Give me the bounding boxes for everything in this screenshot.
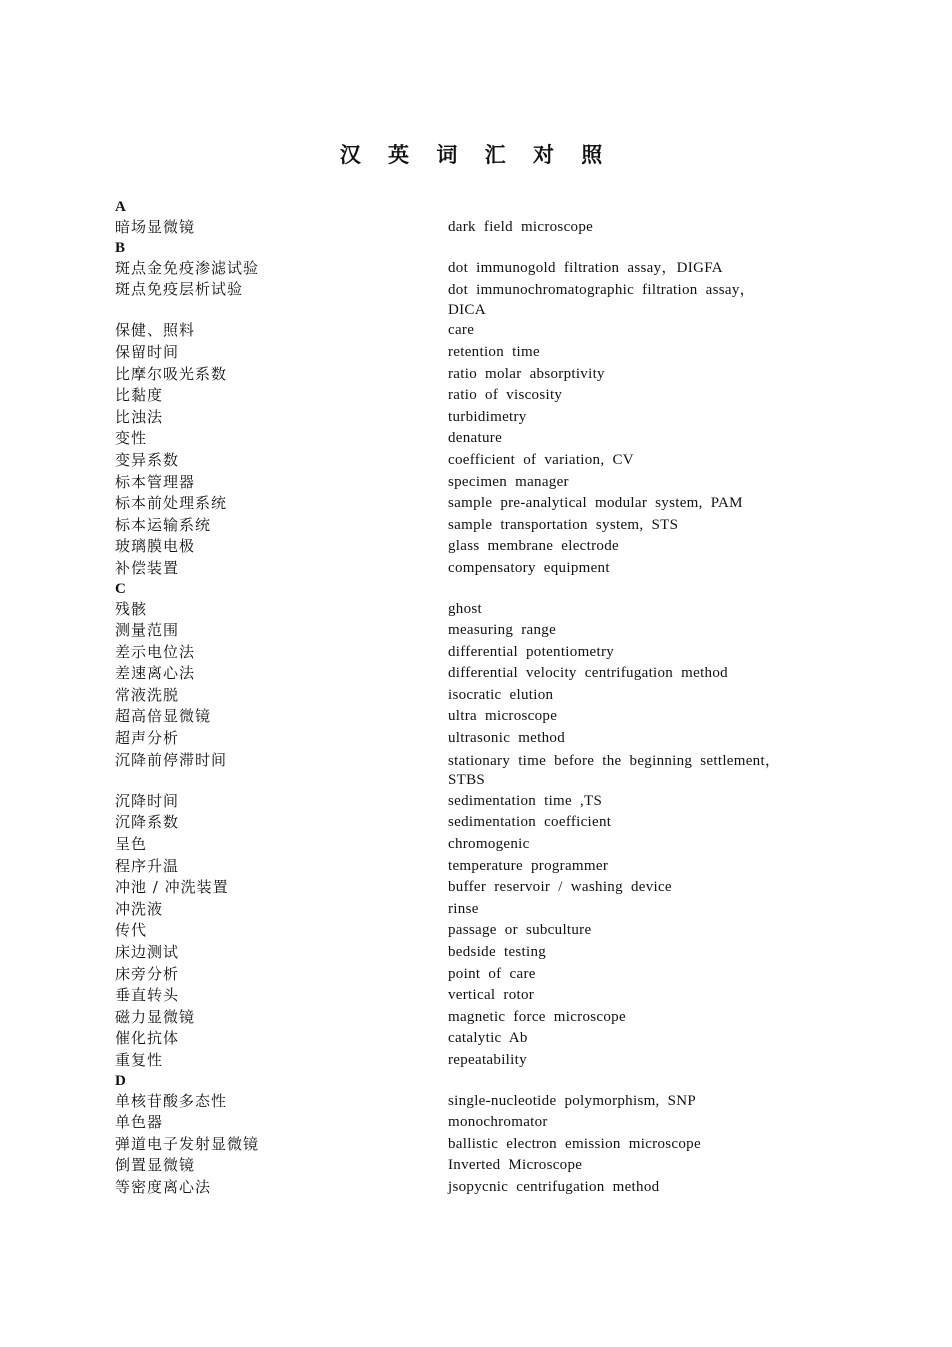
chinese-term: 变性 <box>115 429 148 448</box>
chinese-term: 差示电位法 <box>115 642 196 661</box>
glossary-entry <box>115 834 835 856</box>
glossary-entry <box>115 791 835 813</box>
glossary-entry <box>115 620 835 642</box>
chinese-term: 超高倍显微镜 <box>115 707 212 726</box>
english-term: dot immunogold filtration assay，DIGFA <box>448 259 723 276</box>
glossary-entry <box>115 493 835 515</box>
english-term: jsopycnic centrifugation method <box>448 1178 660 1195</box>
chinese-term: 差速离心法 <box>115 664 196 683</box>
english-term: care <box>448 322 475 339</box>
glossary-entry <box>115 342 835 364</box>
glossary-entry <box>115 1028 835 1050</box>
section-letter: D <box>115 1072 126 1089</box>
glossary-entry <box>115 258 835 280</box>
chinese-term: 斑点免疫层析试验 <box>115 280 244 299</box>
chinese-term: 重复性 <box>115 1050 164 1069</box>
english-term: differential potentiometry <box>448 643 615 660</box>
chinese-term: 倒置显微镜 <box>115 1156 196 1175</box>
english-term: sedimentation coefficient <box>448 814 612 831</box>
glossary-entry <box>115 685 835 707</box>
english-term: dot immunochromatographic filtration assay， DICA <box>448 282 755 318</box>
chinese-term: 标本前处理系统 <box>115 494 228 513</box>
section-letter: A <box>115 199 126 215</box>
english-term: Inverted Microscope <box>448 1157 583 1174</box>
english-term: buffer reservoir / washing device <box>448 879 672 896</box>
glossary-entry <box>115 899 835 921</box>
chinese-term: 催化抗体 <box>115 1029 180 1048</box>
english-term: dark field microscope <box>448 219 594 235</box>
english-term: single-nucleotide polymorphism, SNP <box>448 1092 697 1109</box>
glossary-entry <box>115 877 835 899</box>
english-term: passage or subculture <box>448 922 592 939</box>
english-term: differential velocity centrifugation method <box>448 665 728 682</box>
glossary-entry <box>115 1007 835 1029</box>
glossary-entry <box>115 279 835 320</box>
chinese-term: 常液洗脱 <box>115 685 180 704</box>
chinese-term: 等密度离心法 <box>115 1177 212 1196</box>
glossary-entry <box>115 964 835 986</box>
glossary-entry <box>115 1155 835 1177</box>
chinese-term: 单核苷酸多态性 <box>115 1091 228 1110</box>
glossary-entry <box>115 407 835 429</box>
english-term: coefficient of variation, CV <box>448 451 634 468</box>
english-term: measuring range <box>448 622 557 639</box>
english-term: vertical rotor <box>448 987 535 1004</box>
chinese-term: 比摩尔吸光系数 <box>115 364 228 383</box>
glossary-entry <box>115 515 835 537</box>
english-term: isocratic elution <box>448 686 554 703</box>
english-term: catalytic Ab <box>448 1030 528 1047</box>
glossary-entry <box>115 1112 835 1134</box>
english-term: compensatory equipment <box>448 559 610 576</box>
english-term: sedimentation time ,TS <box>448 792 603 809</box>
glossary-entry <box>115 728 835 750</box>
chinese-term: 玻璃膜电极 <box>115 537 196 556</box>
english-term: temperature programmer <box>448 857 609 874</box>
glossary-entry <box>115 385 835 407</box>
chinese-term: 暗场显微镜 <box>115 218 196 236</box>
english-term: rinse <box>448 900 479 917</box>
glossary-entry <box>115 750 835 791</box>
chinese-term: 垂直转头 <box>115 986 180 1005</box>
glossary-entry <box>115 450 835 472</box>
glossary-entry <box>115 472 835 494</box>
chinese-term: 标本运输系统 <box>115 515 212 534</box>
glossary-entry <box>115 320 835 342</box>
chinese-term: 弹道电子发射显微镜 <box>115 1134 260 1153</box>
glossary-entry <box>115 217 835 239</box>
chinese-term: 保留时间 <box>115 342 180 361</box>
english-term: ratio molar absorptivity <box>448 365 605 382</box>
chinese-term: 测量范围 <box>115 621 180 640</box>
glossary-entry <box>115 706 835 728</box>
chinese-term: 传代 <box>115 921 148 940</box>
chinese-term: 补偿装置 <box>115 558 180 577</box>
glossary-entry <box>115 1091 835 1113</box>
glossary-entry <box>115 599 835 621</box>
glossary-entry <box>115 920 835 942</box>
english-term: turbidimetry <box>448 408 527 425</box>
glossary-entry <box>115 942 835 964</box>
glossary-entry <box>115 856 835 878</box>
english-term: chromogenic <box>448 836 530 853</box>
chinese-term: 比黏度 <box>115 386 164 405</box>
glossary <box>115 198 835 1199</box>
chinese-term: 呈色 <box>115 835 148 854</box>
english-term: ultrasonic method <box>448 730 565 747</box>
glossary-entry <box>115 428 835 450</box>
chinese-term: 比浊法 <box>115 407 164 426</box>
english-term: specimen manager <box>448 473 569 490</box>
english-term: bedside testing <box>448 944 547 960</box>
chinese-term: 单色器 <box>115 1113 164 1132</box>
english-term: stationary time before the beginning settlement， STBS <box>448 752 781 789</box>
english-term: magnetic force microscope <box>448 1008 626 1025</box>
english-term: point of care <box>448 965 536 982</box>
chinese-term: 超声分析 <box>115 729 180 748</box>
chinese-term: 标本管理器 <box>115 472 196 491</box>
english-term: ratio of viscosity <box>448 387 563 404</box>
english-term: sample pre-analytical modular system, PAM <box>448 495 743 512</box>
english-term: sample transportation system, STS <box>448 516 679 533</box>
glossary-entry <box>115 1177 835 1199</box>
chinese-term: 磁力显微镜 <box>115 1007 196 1026</box>
chinese-term: 床边测试 <box>115 943 180 961</box>
glossary-entry <box>115 985 835 1007</box>
glossary-entry <box>115 663 835 685</box>
chinese-term: 冲池 / 冲洗装置 <box>115 878 229 897</box>
glossary-entry <box>115 364 835 386</box>
section-letter: B <box>115 239 126 256</box>
glossary-entry <box>115 536 835 558</box>
chinese-term: 沉降时间 <box>115 791 180 810</box>
section-letter: C <box>115 580 126 597</box>
chinese-term: 变异系数 <box>115 450 180 469</box>
english-term: ghost <box>448 600 483 617</box>
chinese-term: 床旁分析 <box>115 964 180 983</box>
english-term: monochromator <box>448 1114 548 1131</box>
chinese-term: 斑点金免疫渗滤试验 <box>115 258 260 277</box>
glossary-entry <box>115 1050 835 1072</box>
glossary-entry <box>115 1134 835 1156</box>
glossary-entry <box>115 812 835 834</box>
english-term: glass membrane electrode <box>448 538 619 555</box>
chinese-term: 程序升温 <box>115 856 180 875</box>
glossary-entry <box>115 558 835 580</box>
english-term: ultra microscope <box>448 708 558 725</box>
chinese-term: 沉降系数 <box>115 813 180 832</box>
english-term: ballistic electron emission microscope <box>448 1135 701 1152</box>
chinese-term: 残骸 <box>115 599 148 618</box>
chinese-term: 保健、照料 <box>115 321 196 340</box>
english-term: repeatability <box>448 1051 527 1068</box>
english-term: denature <box>448 430 503 447</box>
glossary-entry <box>115 642 835 664</box>
page-title: 汉 英 词 汇 对 照 <box>339 142 613 167</box>
english-term: retention time <box>448 343 540 360</box>
chinese-term: 冲洗液 <box>115 899 164 918</box>
chinese-term: 沉降前停滞时间 <box>115 750 228 769</box>
